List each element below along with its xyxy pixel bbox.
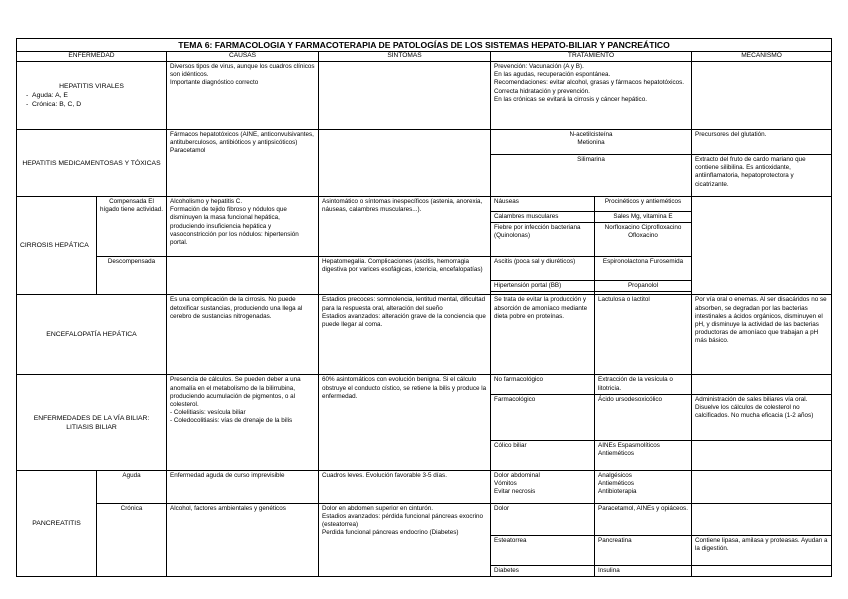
pancreatitis-sintomas-aguda: Cuadros leves. Evolución favorable 3-5 días. <box>319 470 491 503</box>
pancreatitis-aguda-problemas: Dolor abdominal Vómitos Evitar necrosis <box>491 470 595 503</box>
cirrosis-problema-0: Náuseas <box>491 197 595 212</box>
header-mecanismo: MECANISMO <box>692 52 832 62</box>
header-enfermedad: ENFERMEDAD <box>17 52 167 62</box>
encefalopatia-sintomas: Estadios precoces: somnolencia, lentitud mental, dificultad para la respuesta oral, alteración del sueño Estadios avanzados: alteración grave de la conciencia que puede llegar al coma. <box>319 295 491 375</box>
header-causas: CAUSAS <box>167 52 319 62</box>
cirrosis-mecanismo <box>692 197 832 295</box>
cirrosis-farmaco-2: Norfloxacino Ciprofloxacino Ofloxacino <box>595 223 692 257</box>
pancreatitis-dolor: Dolor <box>491 503 595 535</box>
pancreatitis-causas-aguda: Enfermedad aguda de curso imprevisible <box>167 470 319 503</box>
pancreatitis-dolor-trat: Paracetamol, AINEs y opiáceos. <box>595 503 692 535</box>
via-biliar-name: ENFERMEDADES DE LA VÍA BILIAR: LITIASIS BILIAR <box>17 375 167 470</box>
encefalopatia-causas: Es una complicación de la cirrosis. No puede detoxificar sustancias, produciendo una llega al cerebro de sustancias nitrogenadas. <box>167 295 319 375</box>
pancreatitis-aguda-farmacos: Analgésicos Antieméticos Antibioterapia <box>595 470 692 503</box>
cirrosis-farmaco-3: Espironolactona Furosemida <box>595 257 692 281</box>
hepatitis-medicamentosas-trat-b: Silimarina <box>491 155 692 197</box>
encefalopatia-tratamiento: Se trata de evitar la producción y absorción de amoníaco mediante dieta pobre en proteínas. <box>491 295 595 375</box>
pancreatitis-aguda-mecanismo <box>692 470 832 503</box>
via-biliar-causas: Presencia de cálculos. Se pueden deber a una anomalía en el metabolismo de la bilirrubina, produciendo acumulación de pigmentos, o al colesterol. - Colelitiasis: vesícula biliar - Coledocolitiasis: vías de drenaje de la bilis <box>167 375 319 470</box>
via-biliar-sintomas: 60% asintomáticos con evolución benigna. Si el cálculo obstruye el conducto cístico, se retiene la bilis y produce la enfermedad. <box>319 375 491 470</box>
pancreatitis-causas-cronica: Alcohol, factores ambientales y genéticos <box>167 503 319 576</box>
pancreatitis-diabetes-mec <box>692 565 832 576</box>
cirrosis-sintomas-descompensada: Hepatomegalia. Complicaciones (ascitis, hemorragia digestiva por varices esofágicas, ictericia, encefalopatías) <box>319 257 491 295</box>
encefalopatia-name: ENCEFALOPATÍA HEPÁTICA <box>17 295 167 375</box>
hepatitis-virales-tratamiento: Prevención: Vacunación (A y B). En las agudas, recuperación espontánea. Recomendaciones: evitar alcohol, grasas y fármacos hepatotóxicos. Correcta hidratación y prevención. En las crónicas se evitará la cirrosis y cáncer hepático. <box>491 62 692 130</box>
via-biliar-mecanismo: Administración de sales biliares vía oral. Disuelve los cálculos de colesterol no calcificados. No mucha eficacia (1-2 años) <box>692 394 832 440</box>
header-tratamiento: TRATAMIENTO <box>491 52 692 62</box>
cirrosis-causas-descompensada <box>167 257 319 295</box>
encefalopatia-mecanismo: Por vía oral o enemas. Al ser disacáridos no se absorben, se degradan por las bacterias intestinales a ácidos orgánicos, disminuyen el pH, y disminuye la actividad de las bacterias productoras de amoníaco que trabajan a pH más básico. <box>692 295 832 375</box>
hepatitis-medicamentosas-name: HEPATITIS MEDICAMENTOSAS Y TÓXICAS <box>17 130 167 197</box>
via-biliar-mec-colico <box>692 440 832 470</box>
hepatitis-medicamentosas-sintomas <box>319 130 491 197</box>
pancreatitis-aguda: Aguda <box>97 470 167 503</box>
hepatitis-virales-sintomas <box>319 62 491 130</box>
encefalopatia-farmaco: Lactulosa o lactitol <box>595 295 692 375</box>
pharmacology-table <box>16 38 832 577</box>
cirrosis-problema-3: Ascitis (poca sal y diuréticos) <box>491 257 595 281</box>
cirrosis-farmaco-4: Propanolol <box>595 281 692 292</box>
hepatitis-medicamentosas-mec-b: Extracto del fruto de cardo mariano que contiene silibilina. Es antioxidante, antiinflamatoria, hepatoprotectora y cicatrizante. <box>692 155 832 197</box>
pancreatitis-diabetes-trat: Insulina <box>595 565 692 576</box>
pancreatitis-esteatorrea-mec: Contiene lipasa, amilasa y proteasas. Ayudan a la digestión. <box>692 535 832 565</box>
pancreatitis-dolor-mec <box>692 503 832 535</box>
hepatitis-medicamentosas-trat-a: N-acetilcisteína Metionina <box>491 130 692 155</box>
via-biliar-nofarm: No farmacológico <box>491 375 595 394</box>
pancreatitis-name: PANCREATITIS <box>17 470 97 576</box>
hepatitis-aguda: - Aguda: A, E <box>26 92 68 99</box>
via-biliar-mec-nofarm <box>692 375 832 394</box>
pancreatitis-esteatorrea-trat: Pancreatina <box>595 535 692 565</box>
hepatitis-cronica: - Crónica: B, C, D <box>26 101 82 108</box>
cirrosis-problema-1: Calambres musculares <box>491 212 595 223</box>
document-title: TEMA 6: FARMACOLOGIA Y FARMACOTERAPIA DE PATOLOGÍAS DE LOS SISTEMAS HEPATO-BILIAR Y PANCREÁTICO <box>17 39 832 52</box>
pancreatitis-sintomas-cronica: Dolor en abdomen superior en cinturón. Estadios avanzados: pérdida funcional páncreas exocrino (esteatorrea) Perdida funcional páncreas endocrino (Diabetes) <box>319 503 491 576</box>
hepatitis-medicamentosas-causas: Fármacos hepatotóxicos (AINE, anticonvulsivantes, antituberculosos, antibióticos y antipsicóticos) Paracetamol <box>167 130 319 197</box>
cirrosis-name: CIRROSIS HEPÁTICA <box>17 197 97 295</box>
pancreatitis-esteatorrea: Esteatorrea <box>491 535 595 565</box>
cirrosis-farmaco-1: Sales Mg, vitamina E <box>595 212 692 223</box>
pancreatitis-diabetes: Diabetes <box>491 565 595 576</box>
header-sintomas: SÍNTOMAS <box>319 52 491 62</box>
cirrosis-problema-4: Hipertensión portal (BB) <box>491 281 595 292</box>
via-biliar-colico-trat: AINEs Espasmolíticos Antieméticos <box>595 440 692 470</box>
via-biliar-farm-trat: Ácido ursodesoxicólico <box>595 394 692 440</box>
via-biliar-nofarm-trat: Extracción de la vesícula o litotricia. <box>595 375 692 394</box>
hepatitis-virales-name: HEPATITIS VIRALES <box>59 83 124 90</box>
cirrosis-causas: Alcoholismo y hepatitis C. Formación de tejido fibroso y nódulos que disminuyen la masa funcional hepática, produciendo insuficiencia hepática y vasoconstricción por los nódulos: hipertensión portal. <box>167 197 319 257</box>
cirrosis-problema-2: Fiebre por infección bacteriana (Quinolonas) <box>491 223 595 257</box>
hepatitis-medicamentosas-mec-a: Precursores del glutatión. <box>692 130 832 155</box>
via-biliar-farm: Farmacológico <box>491 394 595 440</box>
hepatitis-virales-cell <box>17 62 167 130</box>
cirrosis-compensada: Compensada El hígado tiene actividad. <box>97 197 167 257</box>
pancreatitis-cronica: Crónica <box>97 503 167 576</box>
hepatitis-virales-mecanismo <box>692 62 832 130</box>
cirrosis-descompensada: Descompensada <box>97 257 167 295</box>
via-biliar-colico: Cólico biliar <box>491 440 595 470</box>
hepatitis-virales-causas: Diversos tipos de virus, aunque los cuadros clínicos son idénticos. Importante diagnóstico correcto <box>167 62 319 130</box>
cirrosis-farmaco-0: Procinéticos y antieméticos <box>595 197 692 212</box>
cirrosis-sintomas-compensada: Asintomático o síntomas inespecíficos (astenia, anorexia, náuseas, calambres musculares...). <box>319 197 491 257</box>
